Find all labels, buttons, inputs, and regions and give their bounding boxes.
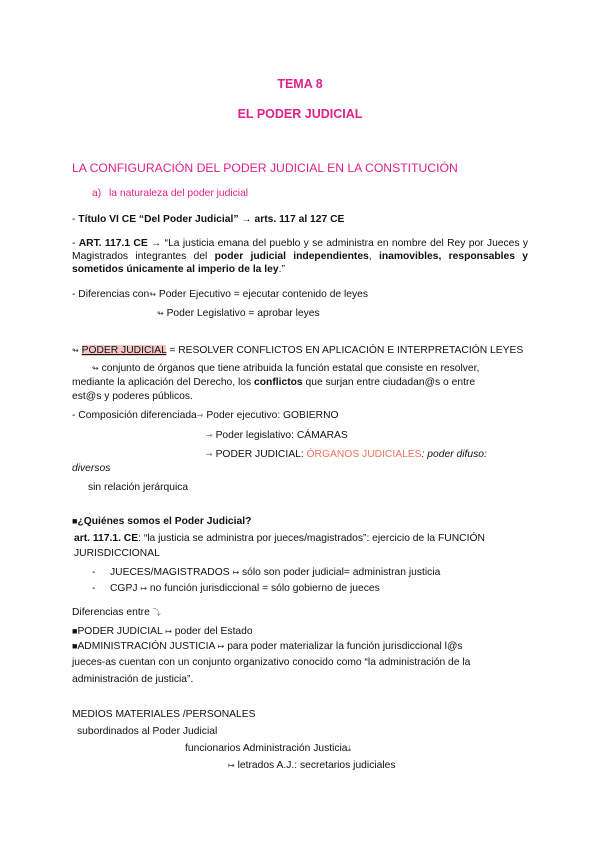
bullet-dash: - bbox=[72, 214, 79, 225]
list-item bbox=[110, 582, 380, 595]
diferencias-entre-line bbox=[72, 606, 161, 619]
section-heading: LA CONFIGURACIÓN DEL PODER JUDICIAL EN LA CONSTITUCIÓN bbox=[72, 161, 458, 175]
poder-judicial-line bbox=[72, 625, 253, 638]
diferencias-line-2 bbox=[157, 307, 320, 320]
admin-justicia-line-3: administración de justicia”. bbox=[72, 674, 194, 685]
letrados-line bbox=[228, 759, 396, 772]
pj-def-text-2a: mediante la aplicación del Derecho, los bbox=[72, 377, 255, 388]
poder-difuso-text: : poder difuso: bbox=[421, 449, 487, 460]
composicion-legislativo: Poder legislativo: CÁMARAS bbox=[212, 430, 348, 441]
jueces-rest-text: sólo son poder judicial= administran justicia bbox=[239, 567, 441, 578]
quienes-art-text-1: : “la justicia se administra por jueces/magistrados”: ejercicio de la FUNCIÓN bbox=[138, 533, 485, 544]
pj-def-text-1: conjunto de órganos que tiene atribuida la función estatal que consiste en resolver, bbox=[98, 363, 480, 374]
page-title: EL PODER JUDICIAL bbox=[237, 107, 363, 121]
curved-arrow-icon: ↬ bbox=[157, 309, 164, 318]
medios-heading: MEDIOS MATERIALES /PERSONALES bbox=[72, 709, 256, 720]
art-117-ref-2: art. 117.1. CE bbox=[74, 533, 139, 544]
quienes-art-line-2: JURISDICCIONAL bbox=[74, 548, 160, 559]
composicion-line-3 bbox=[206, 448, 487, 461]
diversos-text: diversos bbox=[72, 463, 111, 474]
art-117-bold-2: inamovibles, responsables y sometidos únicamente al imperio de la ley bbox=[72, 251, 529, 275]
letrados-text: letrados A.J.: secretarios judiciales bbox=[234, 760, 396, 771]
jueces-magistrados-text: JUECES/MAGISTRADOS bbox=[110, 567, 230, 578]
arrow-icon: ↦ bbox=[232, 568, 240, 577]
poder-judicial-highlight: PODER JUDICIAL bbox=[81, 345, 167, 356]
admin-justicia-line-1 bbox=[72, 640, 463, 653]
curved-arrow-icon: ↬ bbox=[92, 364, 99, 373]
arrow-down-icon: ⤵ bbox=[152, 608, 161, 617]
poder-estado-text: poder del Estado bbox=[171, 626, 253, 637]
pj-def-line-3: est@s y poderes públicos. bbox=[72, 391, 193, 402]
admin-justicia-line-2: jueces-as cuentan con un conjunto organizativo conocido como “la administración de la bbox=[72, 657, 471, 668]
admin-justicia-text: ADMINISTRACIÓN JUSTICIA bbox=[77, 641, 215, 652]
pj-def-conflictos: conflictos bbox=[254, 377, 303, 388]
tema-heading: TEMA 8 bbox=[277, 77, 323, 91]
arrow-icon: ↦ bbox=[228, 761, 235, 770]
composicion-line-2 bbox=[206, 429, 348, 442]
organos-judiciales-text: ÓRGANOS JUDICIALES bbox=[306, 449, 422, 460]
funcionarios-line bbox=[185, 742, 351, 755]
list-item-dash: - bbox=[92, 583, 96, 594]
sin-relacion-text: sin relación jerárquica bbox=[88, 482, 189, 493]
arrow-icon: ⇾ bbox=[196, 411, 204, 420]
poder-legislativo-text: Poder Legislativo = aprobar leyes bbox=[163, 308, 320, 319]
art-117-end: .” bbox=[278, 264, 285, 275]
curved-arrow-icon: ↬ bbox=[149, 290, 156, 299]
art-117-sep: , bbox=[368, 251, 379, 262]
diferencias-lead: - Diferencias con bbox=[72, 289, 150, 300]
arrow-icon: ↦ bbox=[217, 642, 225, 651]
arrow-down-icon: ⤓ bbox=[347, 744, 352, 753]
cgpj-text: CGPJ bbox=[110, 583, 138, 594]
poder-ejecutivo-text: Poder Ejecutivo = ejecutar contenido de leyes bbox=[155, 289, 369, 300]
diferencias-entre-text: Diferencias entre bbox=[72, 607, 150, 618]
square-bullet-icon: ■ bbox=[72, 626, 78, 636]
titulo-vi-text: Título VI CE “Del Poder Judicial” → arts. 117 al 127 CE bbox=[78, 214, 345, 225]
titulo-vi-line bbox=[72, 213, 344, 226]
diferencias-line-1 bbox=[72, 288, 368, 301]
quienes-art-line-1 bbox=[74, 532, 485, 545]
composicion-ejecutivo: Poder ejecutivo: GOBIERNO bbox=[203, 410, 339, 421]
art-117-paragraph bbox=[72, 237, 528, 276]
art-117-bold-1: poder judicial independientes bbox=[214, 251, 369, 262]
arrow-icon: ⇾ bbox=[206, 431, 213, 440]
arrow-icon: ↦ bbox=[140, 584, 148, 593]
poder-judicial-text: PODER JUDICIAL bbox=[77, 626, 163, 637]
pj-def-line-1 bbox=[92, 362, 479, 375]
arrow-icon: ⇾ bbox=[206, 450, 213, 459]
art-117-ref: ART. 117.1 CE bbox=[78, 238, 148, 249]
art-117-text: → “La justicia emana del pueblo y se administra en nombre del Rey por Jueces y Magistrados integrantes del bbox=[72, 238, 528, 262]
composicion-lead: - Composición diferenciada bbox=[72, 410, 197, 421]
pj-definition-line bbox=[72, 344, 523, 357]
bullet-dash: - bbox=[72, 238, 79, 249]
list-item bbox=[110, 566, 440, 579]
square-bullet-icon: ■ bbox=[72, 516, 78, 526]
composicion-line-1 bbox=[72, 409, 339, 422]
composicion-judicial: PODER JUDICIAL: bbox=[212, 449, 307, 460]
cgpj-rest-text: no función jurisdiccional = sólo gobierno de jueces bbox=[147, 583, 380, 594]
subsection-title: la naturaleza del poder judicial bbox=[109, 188, 249, 199]
pj-def-line-2 bbox=[72, 376, 475, 389]
quienes-heading bbox=[72, 515, 251, 528]
quienes-heading-text: ¿Quiénes somos el Poder Judicial? bbox=[77, 516, 252, 527]
square-bullet-icon: ■ bbox=[72, 641, 78, 651]
pj-resolver-text: = RESOLVER CONFLICTOS EN APLICACIÓN E INTERPRETACIÓN LEYES bbox=[166, 345, 524, 356]
funcionarios-text: funcionarios Administración Justicia bbox=[185, 743, 348, 754]
curved-arrow-icon: ↬ bbox=[72, 346, 79, 355]
list-item-dash: - bbox=[92, 567, 96, 578]
pj-def-text-2c: que surjan entre ciudadan@s o entre bbox=[302, 377, 476, 388]
admin-justicia-rest-1: para poder materializar la función jurisdiccional l@s bbox=[224, 641, 463, 652]
arrow-icon: ↦ bbox=[165, 627, 172, 636]
subsection-marker: a) bbox=[92, 188, 102, 199]
medios-sub: subordinados al Poder Judicial bbox=[77, 726, 218, 737]
